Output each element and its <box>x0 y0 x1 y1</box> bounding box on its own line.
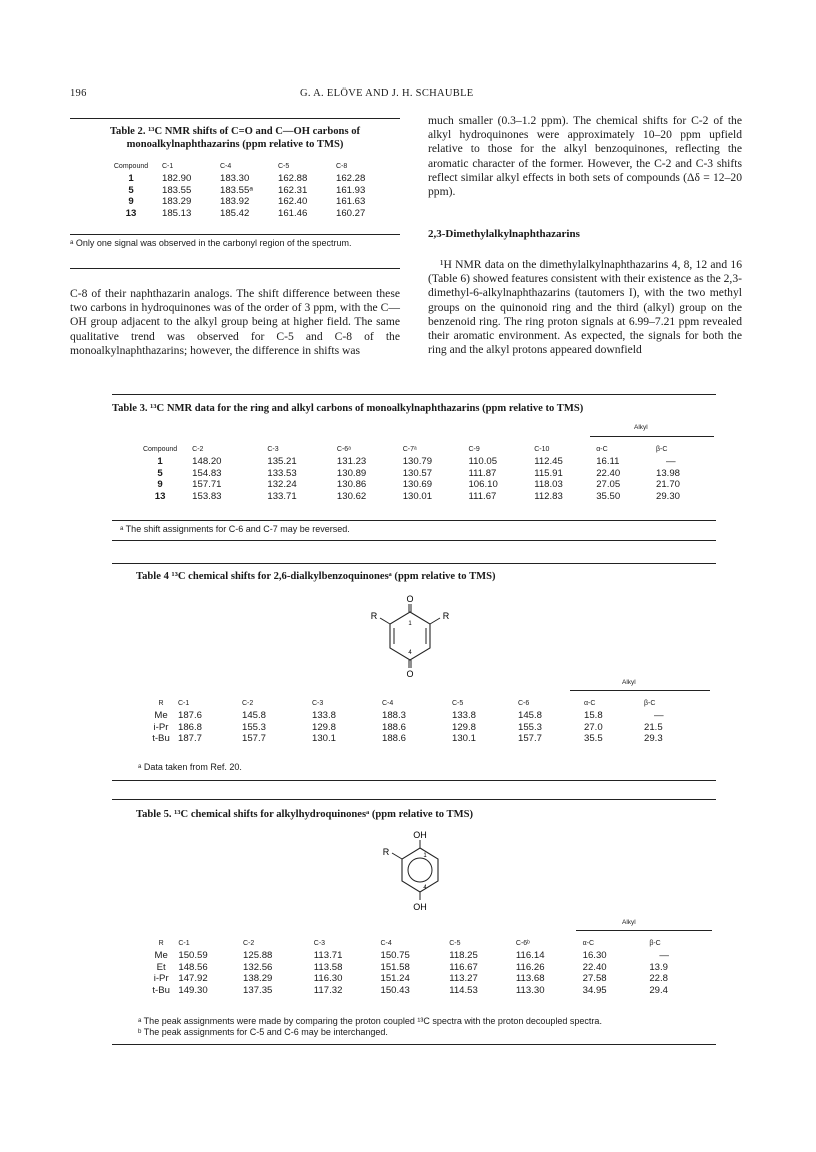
struct5-aromatic-circle <box>408 858 432 882</box>
table-cell: 130.1 <box>452 733 477 745</box>
table2-header-row <box>100 160 390 173</box>
table-cell: 111.67 <box>468 491 497 503</box>
table5-header-cell: C-2 <box>243 940 255 947</box>
table-cell: 113.27 <box>449 973 478 985</box>
table-cell: 16.11 <box>596 456 620 468</box>
right-paragraph-bottom: ¹H NMR data on the dimethylalkylnaphthazarins 4, 8, 12 and 16 (Table 6) showed features consistent with their existence as the 2,3-dimethyl-6-alkylnaphthazarins (tautomers I), with the two methyl groups on the quinonoid ring and the third (alkyl) group on the benzenoid ring. The ring proton signals at 6.99–7.21 ppm revealed their aromatic environment. As expected, the signals for both the ring and the alkyl protons appeared downfield <box>428 258 742 357</box>
table2-bottom-rule <box>70 268 400 269</box>
table3-header-cell: C-2 <box>192 446 204 453</box>
table-cell: 188.3 <box>382 710 407 722</box>
table3-caption: Table 3. ¹³C NMR data for the ring and alkyl carbons of monoalkylnaphthazarins (ppm relative to TMS) <box>112 403 584 414</box>
struct5-pos4: 4 <box>423 885 427 891</box>
table3-alkyl-label: Alkyl <box>634 424 648 431</box>
table-cell: 130.62 <box>336 491 367 503</box>
table3-header-cell: C-7ᵃ <box>402 446 417 453</box>
table5-header-cell: C-1 <box>178 940 190 947</box>
table-cell: 160.27 <box>336 208 366 220</box>
table4-caption: Table 4 ¹³C chemical shifts for 2,6-dialkylbenzoquinonesᵃ (ppm relative to TMS) <box>136 571 496 582</box>
table-cell: 35.50 <box>596 491 621 503</box>
row-label: 1 <box>128 173 134 185</box>
table-cell: 133.8 <box>312 710 337 722</box>
table2 <box>100 160 390 219</box>
struct4-pos4: 4 <box>408 650 412 656</box>
right-body-text-bottom <box>428 258 742 357</box>
row-label: Me <box>154 710 168 722</box>
table3-header-cell: C-3 <box>267 446 279 453</box>
table5-header-cell: C-6ᵇ <box>515 940 530 947</box>
table-cell: 133.8 <box>452 710 477 722</box>
table4-footnote: ᵃ Data taken from Ref. 20. <box>138 762 242 772</box>
table5-bottom-rule <box>112 1044 716 1045</box>
table-cell: 15.8 <box>584 710 603 722</box>
table-cell: 113.30 <box>515 985 545 997</box>
table-cell: 113.71 <box>313 950 343 962</box>
table-cell: 113.58 <box>313 961 343 973</box>
table-cell: 183.55 <box>162 184 192 196</box>
table-cell: 183.55ᵃ <box>220 184 253 196</box>
row-label: 13 <box>125 208 137 220</box>
table-cell: 150.43 <box>380 985 410 997</box>
table4-header-cell: C-3 <box>312 700 324 707</box>
table-cell: 13.98 <box>656 467 681 479</box>
table-row <box>128 491 714 503</box>
table3-header-cell: C-10 <box>534 446 550 453</box>
table5-header-cell: β-C <box>649 940 661 947</box>
table-cell: 117.32 <box>313 985 343 997</box>
table5-header-cell: C-3 <box>313 940 326 947</box>
table-cell: 118.25 <box>449 950 478 962</box>
table-cell: 130.57 <box>402 467 433 479</box>
table-row <box>144 733 704 745</box>
row-label: 9 <box>157 479 163 491</box>
table-cell: 34.95 <box>582 985 607 997</box>
table-cell: 155.3 <box>242 721 267 733</box>
table4 <box>144 697 704 745</box>
table2-header-cell: C-4 <box>220 163 232 170</box>
table-cell: 154.83 <box>192 467 222 479</box>
table-cell: 22.40 <box>582 961 607 973</box>
table3-alkyl-rule <box>590 436 714 437</box>
table-cell: 27.0 <box>584 721 603 733</box>
row-label: Me <box>154 950 168 962</box>
table3-header-cell: α-C <box>596 446 608 453</box>
table2-header-cell: C-1 <box>162 163 174 170</box>
table3-top-rule <box>112 394 716 395</box>
table-cell: 129.8 <box>312 721 337 733</box>
table-cell: 130.01 <box>402 491 433 503</box>
table3-footnote-rule <box>112 520 716 521</box>
table4-bottom-rule <box>112 780 716 781</box>
table5-header-row <box>144 937 710 950</box>
table4-header-cell: C-6 <box>518 700 530 707</box>
table-cell: 130.69 <box>402 479 433 491</box>
table-cell: 116.30 <box>313 973 343 985</box>
right-body-text-top <box>428 114 742 199</box>
struct5-pos1: 1 <box>423 853 427 859</box>
table-cell: 125.88 <box>243 950 273 962</box>
table-cell: 129.8 <box>452 721 477 733</box>
row-label: t-Bu <box>152 733 170 745</box>
table3 <box>128 443 714 502</box>
table-cell: 145.8 <box>518 710 543 722</box>
right-paragraph-top: much smaller (0.3–1.2 ppm). The chemical shifts for C-2 of the alkyl hydroquinones were approximately 10–20 ppm upfield relative to those for the alkyl benzoquinones, reflecting the aromatic character of the former. However, the C-2 and C-3 shifts reflect similar alkyl effects in both sets of compounds (Δδ = 12–20 ppm). <box>428 114 742 199</box>
table-cell: 187.7 <box>178 733 203 745</box>
table-cell: 137.35 <box>243 985 273 997</box>
table-cell: 116.14 <box>515 950 545 962</box>
table-row <box>100 185 390 197</box>
table-cell: 133.71 <box>267 491 297 503</box>
table-row <box>128 479 714 491</box>
table5-alkyl-label: Alkyl <box>622 919 636 926</box>
table-row <box>144 973 710 985</box>
struct4-top-o: O <box>406 594 414 604</box>
struct4-bottom-o: O <box>406 669 414 678</box>
table-cell: 118.03 <box>534 479 563 491</box>
table2-header-cell: C-5 <box>278 163 290 170</box>
table4-header-cell: C-2 <box>242 700 254 707</box>
table-cell: 162.31 <box>278 184 308 196</box>
table-cell: 135.21 <box>267 456 297 468</box>
table-cell: 138.29 <box>243 973 273 985</box>
table5-caption: Table 5. ¹³C chemical shifts for alkylhydroquinonesᵃ (ppm relative to TMS) <box>136 809 473 820</box>
table-cell: 145.8 <box>242 710 267 722</box>
table-cell: 106.10 <box>468 479 498 491</box>
table-row <box>128 456 714 468</box>
left-body-text <box>70 287 400 358</box>
table-cell: 185.42 <box>220 208 250 220</box>
row-label: 5 <box>157 467 163 479</box>
table2-header-cell: Compound <box>113 163 149 170</box>
running-title: G. A. ELÖVE AND J. H. SCHAUBLE <box>300 88 474 99</box>
row-label: 13 <box>154 491 166 503</box>
table-cell: — <box>666 456 676 468</box>
hydroquinone-structure <box>370 828 460 914</box>
table-cell: 151.24 <box>380 973 410 985</box>
table4-alkyl-rule <box>570 690 710 691</box>
row-label: t-Bu <box>152 985 170 997</box>
table2-caption-line2: monoalkylnaphthazarins (ppm relative to TMS) <box>126 139 344 150</box>
table-cell: 132.56 <box>243 961 273 973</box>
struct4-right-r: R <box>442 611 450 621</box>
table3-header-cell: C-6ᵃ <box>336 446 351 453</box>
table-row <box>100 196 390 208</box>
table-cell: 148.56 <box>178 961 208 973</box>
table-cell: 110.05 <box>468 456 498 468</box>
table-cell: 13.9 <box>649 961 668 973</box>
table5-alkyl-rule <box>576 930 712 931</box>
table4-alkyl-label: Alkyl <box>622 679 636 686</box>
row-label: i-Pr <box>153 973 169 985</box>
table-cell: 188.6 <box>382 721 407 733</box>
table-cell: 131.23 <box>336 456 367 468</box>
table-cell: 161.63 <box>336 196 366 208</box>
table-cell: 21.70 <box>656 479 681 491</box>
table-cell: 22.40 <box>596 467 621 479</box>
table-cell: 188.6 <box>382 733 407 745</box>
table-cell: 155.3 <box>518 721 543 733</box>
table4-header-cell: β-C <box>644 700 656 707</box>
table5-footnote-a: ᵃ The peak assignments were made by comparing the proton coupled ¹³C spectra with the proton decoupled spectra. <box>138 1016 602 1026</box>
table-cell: 150.75 <box>380 950 410 962</box>
table-cell: 161.46 <box>278 208 308 220</box>
table5 <box>144 937 710 996</box>
table4-header-cell: C-1 <box>178 700 190 707</box>
table5-footnote-b: ᵇ The peak assignments for C-5 and C-6 may be interchanged. <box>138 1027 388 1037</box>
table-cell: 186.8 <box>178 721 203 733</box>
table-cell: 157.71 <box>192 479 222 491</box>
table-cell: 182.90 <box>162 173 192 185</box>
table2-footnote: ᵃ Only one signal was observed in the carbonyl region of the spectrum. <box>70 238 352 248</box>
table-row <box>144 722 704 734</box>
table-cell: 29.30 <box>656 491 681 503</box>
table-cell: 29.3 <box>644 733 663 745</box>
table-cell: 115.91 <box>534 467 563 479</box>
table-cell: 21.5 <box>644 721 663 733</box>
table-cell: 22.8 <box>649 973 668 985</box>
struct5-left-r: R <box>382 847 390 857</box>
table-cell: 16.30 <box>582 950 607 962</box>
table-cell: 161.93 <box>336 184 366 196</box>
row-label: i-Pr <box>153 721 169 733</box>
table4-header-cell: R <box>158 700 164 707</box>
table5-header-cell: C-5 <box>449 940 461 947</box>
table-cell: 187.6 <box>178 710 203 722</box>
table-cell: 112.45 <box>534 456 563 468</box>
table5-footnotes <box>138 1016 718 1038</box>
struct4-left-r: R <box>370 611 378 621</box>
table-cell: 113.68 <box>515 973 545 985</box>
table-cell: 112.83 <box>534 491 563 503</box>
table-cell: 183.29 <box>162 196 192 208</box>
struct5-ring <box>402 848 438 892</box>
table4-top-rule <box>112 563 716 564</box>
table-cell: 114.53 <box>449 985 478 997</box>
table3-header-cell: Compound <box>142 446 178 453</box>
table-cell: 162.28 <box>336 173 366 185</box>
table4-header-row <box>144 697 704 710</box>
row-label: 5 <box>128 184 134 196</box>
table-cell: 162.40 <box>278 196 308 208</box>
table5-header-cell: α-C <box>582 940 595 947</box>
table-cell: 150.59 <box>178 950 208 962</box>
table-cell: 35.5 <box>584 733 603 745</box>
table2-footnote-rule <box>70 234 400 235</box>
table-cell: 116.67 <box>449 961 478 973</box>
row-label: 9 <box>128 196 134 208</box>
table-cell: 183.30 <box>220 173 250 185</box>
table-cell: 27.58 <box>582 973 607 985</box>
table-cell: 183.92 <box>220 196 250 208</box>
table-row <box>128 468 714 480</box>
table-cell: 132.24 <box>267 479 297 491</box>
table-row <box>144 962 710 974</box>
table3-header-cell: β-C <box>656 446 668 453</box>
table-cell: 130.89 <box>336 467 367 479</box>
table3-header-cell: C-9 <box>468 446 480 453</box>
table-row <box>144 950 710 962</box>
struct4-pos1: 1 <box>408 621 412 627</box>
table5-header-cell: R <box>158 940 164 947</box>
table-cell: 27.05 <box>596 479 621 491</box>
table-cell: 130.86 <box>336 479 367 491</box>
table5-header-cell: C-4 <box>380 940 392 947</box>
table-cell: 162.88 <box>278 173 308 185</box>
table-cell: 147.92 <box>178 973 208 985</box>
table5-top-rule <box>112 799 716 800</box>
table-row <box>100 173 390 185</box>
table-cell: 149.30 <box>178 985 208 997</box>
table3-footnote: ᵃ The shift assignments for C-6 and C-7 may be reversed. <box>120 524 350 534</box>
section-heading: 2,3-Dimethylalkylnaphthazarins <box>428 228 580 240</box>
benzoquinone-structure <box>360 592 460 678</box>
table-row <box>144 710 704 722</box>
table4-header-cell: C-5 <box>452 700 464 707</box>
struct5-top-oh: OH <box>413 830 427 840</box>
table-cell: 29.4 <box>649 985 668 997</box>
page-number: 196 <box>70 88 87 99</box>
table2-caption <box>70 125 400 151</box>
row-label: 1 <box>157 456 163 468</box>
table-cell: 185.13 <box>162 208 192 220</box>
row-label: Et <box>156 961 166 973</box>
table2-caption-line1: Table 2. ¹³C NMR shifts of C=O and C—OH carbons of <box>109 126 361 137</box>
table-cell: 148.20 <box>192 456 222 468</box>
table2-header-cell: C-8 <box>336 163 348 170</box>
table-cell: — <box>654 710 664 722</box>
table-cell: 153.83 <box>192 491 222 503</box>
struct5-bottom-oh: OH <box>413 902 427 912</box>
table3-header-row <box>128 443 714 456</box>
table-row <box>144 985 710 997</box>
table3-bottom-rule <box>112 540 716 541</box>
table-cell: 130.1 <box>312 733 337 745</box>
table4-header-cell: C-4 <box>382 700 394 707</box>
table-cell: 130.79 <box>402 456 433 468</box>
table-cell: 157.7 <box>242 733 267 745</box>
table-cell: 151.58 <box>380 961 410 973</box>
table-cell: 133.53 <box>267 467 297 479</box>
table-row <box>100 208 390 220</box>
table-cell: — <box>659 950 669 962</box>
left-paragraph: C-8 of their naphthazarin analogs. The shift difference between these two carbons in hydroquinones was of the order of 3 ppm, with the C—OH group adjacent to the alkyl group being at higher field. The same qualitative trend was observed for C-5 and C-8 of the monoalkylnaphthazarins; however, the difference in shifts was <box>70 287 400 357</box>
table2-top-rule <box>70 118 400 119</box>
table-cell: 157.7 <box>518 733 543 745</box>
table-cell: 111.87 <box>468 467 497 479</box>
table-cell: 116.26 <box>515 961 545 973</box>
table4-header-cell: α-C <box>584 700 596 707</box>
